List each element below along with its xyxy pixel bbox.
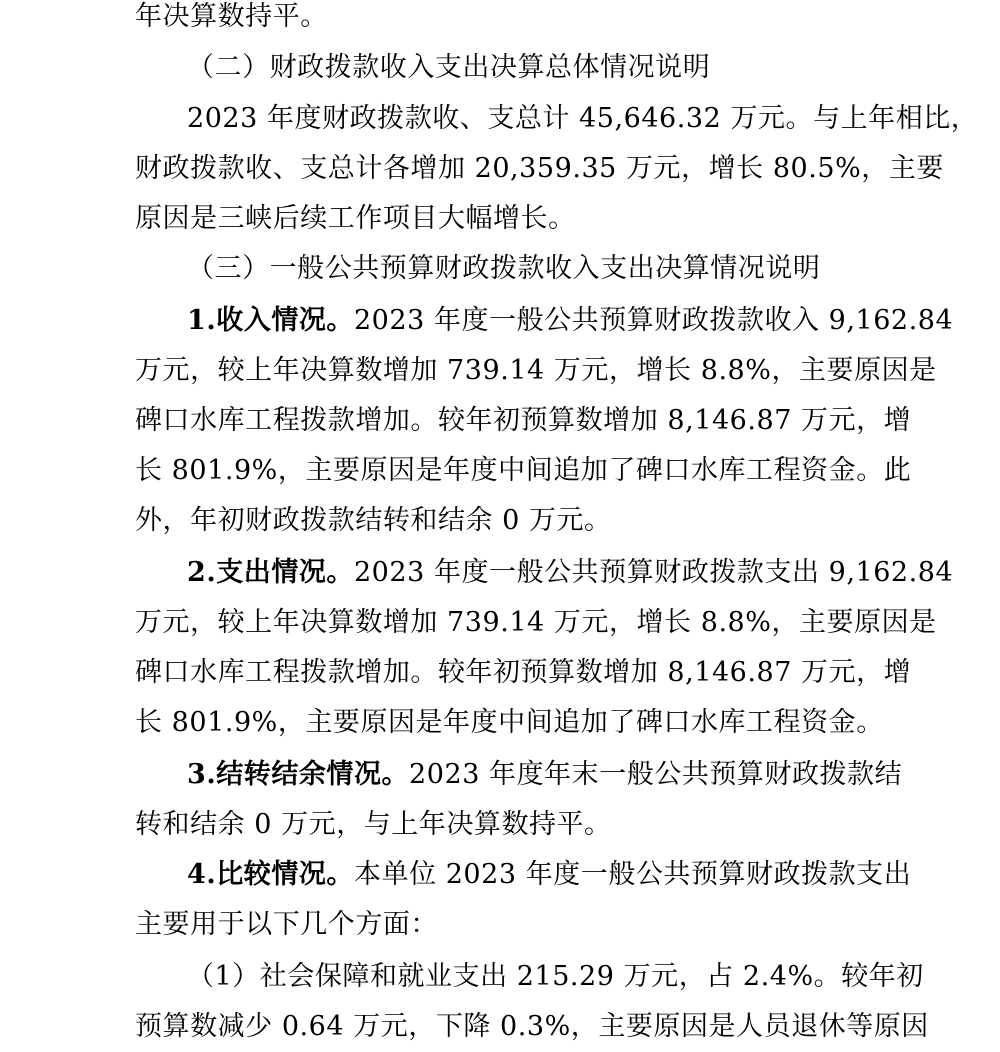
paragraph-text: 原因是三峡后续工作项目大幅增长。	[135, 203, 576, 234]
text-line	[0, 900, 1000, 950]
paragraph-text: 2023 年度年末一般公共预算财政拨款结	[409, 759, 903, 790]
heading-text: （三）一般公共预算财政拨款收入支出决算情况说明	[187, 253, 821, 284]
item-label: 1.收入情况。	[187, 305, 354, 336]
paragraph-text: 主要用于以下几个方面：	[135, 909, 438, 940]
section-heading-2	[0, 43, 1000, 93]
sub-item-1-line	[0, 952, 1000, 1002]
text-line	[0, 648, 1000, 698]
paragraph-text: 财政拨款收、支总计各增加 20,359.35 万元，增长 80.5%，主要	[135, 153, 944, 184]
paragraph-text: 外，年初财政拨款结转和结余 0 万元。	[135, 505, 612, 536]
text-line	[0, 346, 1000, 396]
item-3-line	[0, 750, 1000, 800]
paragraph-text: 2023 年度一般公共预算财政拨款支出 9,162.84	[353, 557, 954, 588]
paragraph-text: 碑口水库工程拨款增加。较年初预算数增加 8,146.87 万元，增	[135, 405, 912, 436]
item-label: 3.结转结余情况。	[187, 759, 410, 790]
paragraph-text: 万元，较上年决算数增加 739.14 万元，增长 8.8%，主要原因是	[135, 355, 937, 386]
text-line	[0, 396, 1000, 446]
text-line	[0, 0, 1000, 42]
item-2-line	[0, 548, 1000, 598]
section-heading-3	[0, 244, 1000, 294]
paragraph-text: 长 801.9%，主要原因是年度中间追加了碑口水库工程资金。此	[135, 455, 912, 486]
paragraph-text: 2023 年度一般公共预算财政拨款收入 9,162.84	[353, 305, 954, 336]
paragraph-text: 碑口水库工程拨款增加。较年初预算数增加 8,146.87 万元，增	[135, 657, 912, 688]
paragraph-text: （1）社会保障和就业支出 215.29 万元，占 2.4%。较年初	[187, 961, 924, 992]
paragraph-text: 转和结余 0 万元，与上年决算数持平。	[135, 809, 612, 840]
item-1-line	[0, 296, 1000, 346]
text-line	[187, 94, 979, 144]
item-label: 2.支出情况。	[187, 557, 354, 588]
paragraph-text: 本单位 2023 年度一般公共预算财政拨款支出	[353, 859, 912, 890]
text-line	[0, 598, 1000, 648]
paragraph-text: 万元，较上年决算数增加 739.14 万元，增长 8.8%，主要原因是	[135, 607, 937, 638]
item-label: 4.比较情况。	[187, 859, 354, 890]
text-line	[0, 800, 1000, 850]
item-4-line	[0, 850, 1000, 900]
heading-text: （二）财政拨款收入支出决算总体情况说明	[187, 52, 711, 83]
text-line	[0, 496, 1000, 546]
text-line	[0, 698, 1000, 748]
text-line	[0, 446, 1000, 496]
text-line	[0, 1002, 1000, 1052]
text-line	[0, 144, 1000, 194]
paragraph-text: 长 801.9%，主要原因是年度中间追加了碑口水库工程资金。	[135, 707, 884, 738]
paragraph-text: 年决算数持平。	[135, 1, 328, 32]
paragraph-text: 预算数减少 0.64 万元，下降 0.3%，主要原因是人员退休等原因	[135, 1011, 929, 1042]
paragraph-text: 2023 年度财政拨款收、支总计 45,646.32 万元。与上年相比，	[187, 103, 979, 134]
text-line	[0, 194, 1000, 244]
